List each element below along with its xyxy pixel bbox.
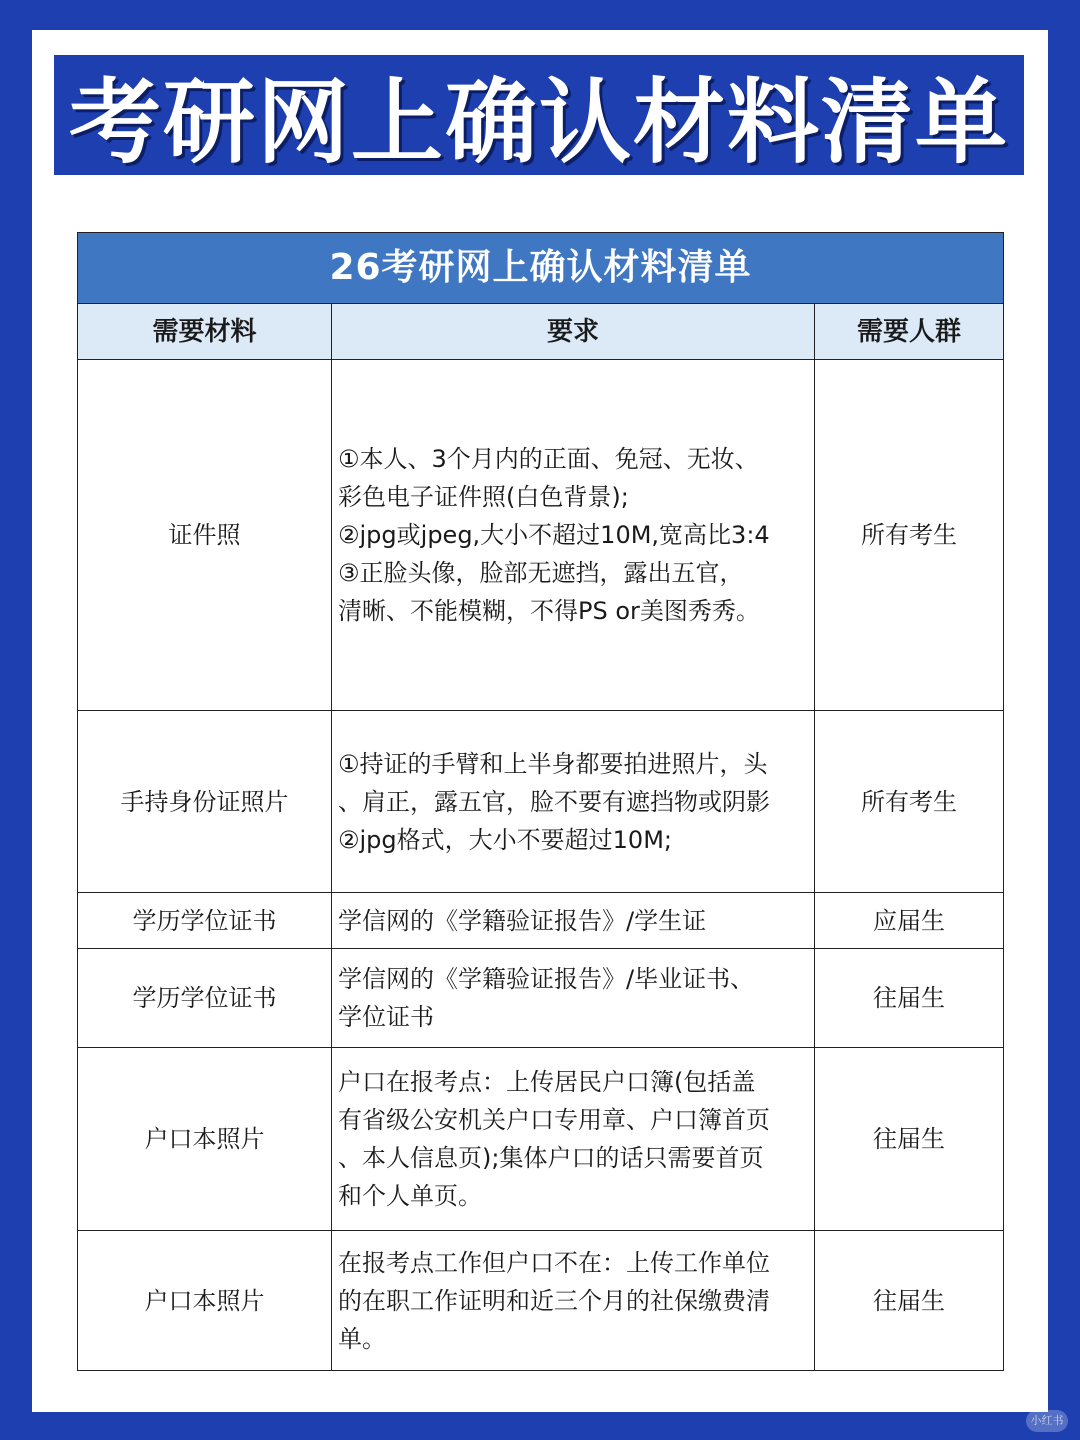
header-requirement: 要求	[332, 304, 815, 360]
row-group: 往届生	[815, 949, 1004, 1048]
row-material: 证件照	[78, 360, 332, 711]
table-title-row	[78, 233, 1004, 304]
requirement-line: ②jpg或jpeg,大小不超过10M,宽高比3:4	[338, 521, 770, 549]
content-card	[32, 30, 1048, 1412]
table-title: 26考研网上确认材料清单	[78, 233, 1004, 304]
row-requirement	[332, 360, 815, 711]
requirement-line: ③正脸头像，脸部无遮挡，露出五官，	[338, 559, 744, 587]
requirement-line: 有省级公安机关户口专用章、户口簿首页	[338, 1106, 770, 1134]
requirement-line: 在报考点工作但户口不在：上传工作单位	[338, 1248, 770, 1277]
row-group: 所有考生	[815, 711, 1004, 893]
requirement-line: 清晰、不能模糊，不得PS or美图秀秀。	[338, 597, 760, 625]
table-row	[78, 893, 1004, 949]
requirement-line: 彩色电子证件照(白色背景);	[338, 483, 629, 511]
row-material: 学历学位证书	[78, 893, 332, 949]
row-group: 往届生	[815, 1231, 1004, 1371]
requirement-line: 户口在报考点：上传居民户口簿(包括盖	[338, 1068, 756, 1096]
requirement-line: ①本人、3个月内的正面、免冠、无妆、	[338, 445, 759, 473]
requirement-line: ②jpg格式，大小不要超过10M;	[338, 825, 672, 854]
requirement-line: 、本人信息页);集体户口的话只需要首页	[338, 1144, 764, 1172]
table-row	[78, 360, 1004, 711]
row-requirement	[332, 1048, 815, 1231]
row-requirement	[332, 893, 815, 949]
materials-table	[77, 232, 1004, 1371]
table-row	[78, 711, 1004, 893]
table-row	[78, 949, 1004, 1048]
table-header-row	[78, 304, 1004, 360]
page-title: 考研网上确认材料清单	[68, 69, 1009, 176]
row-group: 应届生	[815, 893, 1004, 949]
header-group: 需要人群	[815, 304, 1004, 360]
title-banner	[54, 55, 1024, 175]
row-material: 手持身份证照片	[78, 711, 332, 893]
row-material: 户口本照片	[78, 1231, 332, 1371]
row-requirement	[332, 711, 815, 893]
row-group: 所有考生	[815, 360, 1004, 711]
requirement-line: 学信网的《学籍验证报告》/学生证	[338, 906, 707, 935]
watermark-logo: 小红书	[1026, 1410, 1068, 1432]
row-group: 往届生	[815, 1048, 1004, 1231]
requirement-line: 学信网的《学籍验证报告》/毕业证书、	[338, 965, 755, 993]
header-material: 需要材料	[78, 304, 332, 360]
requirement-line: 学位证书	[338, 1003, 434, 1031]
table-row	[78, 1048, 1004, 1231]
row-requirement	[332, 1231, 815, 1371]
requirement-line: ①持证的手臂和上半身都要拍进照片，头	[338, 749, 768, 778]
requirement-line: 的在职工作证明和近三个月的社保缴费清	[338, 1286, 770, 1315]
row-material: 学历学位证书	[78, 949, 332, 1048]
table-row	[78, 1231, 1004, 1371]
row-requirement	[332, 949, 815, 1048]
requirement-line: 、肩正，露五官，脸不要有遮挡物或阴影	[338, 787, 770, 816]
requirement-line: 单。	[338, 1324, 386, 1353]
row-material: 户口本照片	[78, 1048, 332, 1231]
requirement-line: 和个人单页。	[338, 1182, 482, 1210]
